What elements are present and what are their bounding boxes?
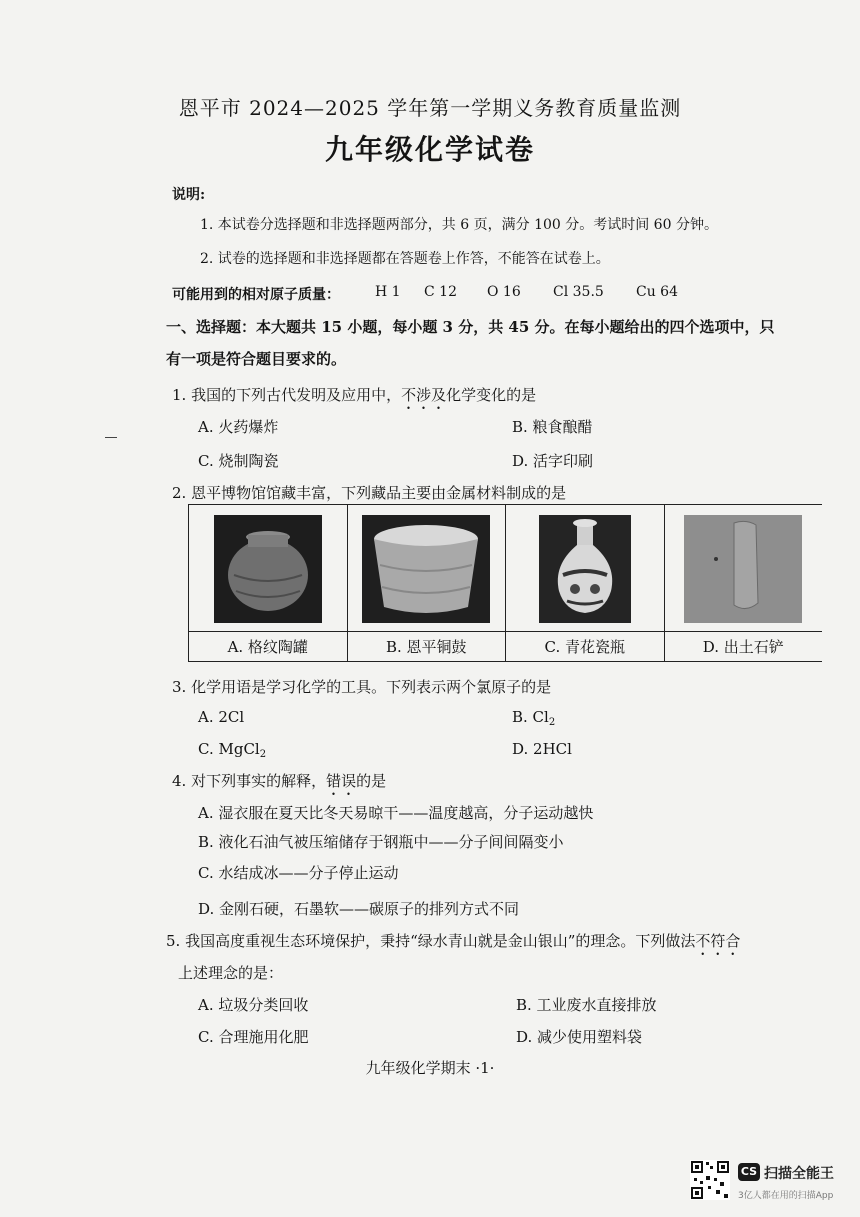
q4-stem-post: 的是: [356, 772, 387, 790]
margin-mark: [105, 437, 117, 438]
q4-option-d: D. 金刚石硬，石墨软——碳原子的排列方式不同: [198, 900, 520, 918]
page-footer: 九年级化学期末 ·1·: [365, 1059, 495, 1077]
atomic-mass-o: O 16: [487, 284, 521, 300]
q5-option-b: B. 工业废水直接排放: [516, 996, 657, 1014]
qr-code-icon: [690, 1160, 730, 1200]
q1-option-b: B. 粮食酿醋: [512, 418, 593, 436]
bronze-drum-image: [362, 515, 490, 623]
atomic-mass-h: H 1: [375, 284, 401, 300]
q5-option-a: A. 垃圾分类回收: [198, 996, 309, 1014]
pottery-jar-image: [214, 515, 322, 623]
q4-stem: [172, 770, 386, 799]
q3-option-b-subscript: 2: [548, 717, 556, 728]
section1-heading-line2: 有一项是符合题目要求的。: [166, 350, 347, 368]
q4-option-c: C. 水结成冰——分子停止运动: [198, 864, 399, 882]
q5-stem-pre: 5. 我国高度重视生态环境保护，秉持“绿水青山就是金山银山”的理念。下列做法: [166, 932, 696, 950]
notes-label: 说明:: [172, 187, 206, 203]
q2-stem: 2. 恩平博物馆馆藏丰富，下列藏品主要由金属材料制成的是: [172, 484, 567, 502]
q3-stem: 3. 化学用语是学习化学的工具。下列表示两个氯原子的是: [172, 678, 552, 696]
q5-stem-line1: [166, 930, 740, 959]
q1-stem: [172, 384, 536, 413]
q4-stem-pre: 4. 对下列事实的解释，: [172, 772, 327, 790]
scanner-app-name: 扫描全能王: [764, 1166, 834, 1182]
q1-option-d: D. 活字印刷: [512, 452, 594, 470]
q2-cell-d: [665, 505, 823, 661]
q2-cell-c: [506, 505, 665, 661]
q2-cell-a: [189, 505, 348, 661]
stone-spade-image: [684, 515, 802, 623]
atomic-mass-cl: Cl 35.5: [553, 284, 604, 300]
q4-option-b: B. 液化石油气被压缩储存于钢瓶中——分子间间隔变小: [198, 833, 564, 851]
q2-caption-d: D. 出土石铲: [665, 631, 823, 663]
q3-option-c-text: C. MgCl: [198, 740, 260, 758]
note-2: 2. 试卷的选择题和非选择题都在答题卷上作答，不能答在试卷上。: [200, 251, 610, 267]
q3-option-b: [512, 708, 555, 728]
q2-cell-b: [348, 505, 507, 661]
q3-option-c: [198, 740, 266, 760]
q1-option-a: A. 火药爆炸: [198, 418, 279, 436]
porcelain-vase-image: [539, 515, 631, 623]
q3-option-b-text: B. Cl: [512, 708, 549, 726]
q3-option-d: D. 2HCl: [512, 740, 572, 758]
note-1: 1. 本试卷分选择题和非选择题两部分，共 6 页，满分 100 分。考试时间 60 分钟。: [200, 217, 718, 233]
atomic-mass-c: C 12: [424, 284, 457, 300]
q3-option-a: A. 2Cl: [198, 708, 245, 726]
scanner-tagline: 3亿人都在用的扫描App: [738, 1191, 834, 1201]
section1-heading-line1: 一、选择题：本大题共 15 小题，每小题 3 分，共 45 分。在每小题给出的四个选项中，只: [166, 318, 775, 336]
q1-option-c: C. 烧制陶瓷: [198, 452, 279, 470]
q1-stem-post: 化学变化的是: [446, 386, 537, 404]
q3-option-c-subscript: 2: [259, 749, 267, 760]
exam-subtitle: 九年级化学试卷: [324, 133, 535, 166]
exam-title: 恩平市 2024—2025 学年第一学期义务教育质量监测: [178, 96, 682, 120]
atomic-mass-label: 可能用到的相对原子质量：: [172, 287, 340, 303]
q5-option-d: D. 减少使用塑料袋: [516, 1028, 643, 1046]
q2-caption-b: B. 恩平铜鼓: [348, 631, 506, 663]
q2-caption-c: C. 青花瓷瓶: [506, 631, 664, 663]
atomic-mass-cu: Cu 64: [636, 284, 678, 300]
q5-option-c: C. 合理施用化肥: [198, 1028, 309, 1046]
q4-stem-emphasis: 错误: [326, 772, 357, 790]
q5-stem-line2: 上述理念的是：: [178, 964, 284, 982]
cs-logo: CS: [738, 1163, 760, 1181]
q5-stem-emphasis: 不符合: [695, 932, 741, 950]
q2-image-table: [188, 504, 822, 662]
q4-option-a: A. 湿衣服在夏天比冬天易晾干——温度越高，分子运动越快: [198, 804, 594, 822]
q1-stem-emphasis: 不涉及: [401, 386, 447, 404]
q2-caption-a: A. 格纹陶罐: [189, 631, 347, 663]
q1-stem-pre: 1. 我国的下列古代发明及应用中，: [172, 386, 402, 404]
